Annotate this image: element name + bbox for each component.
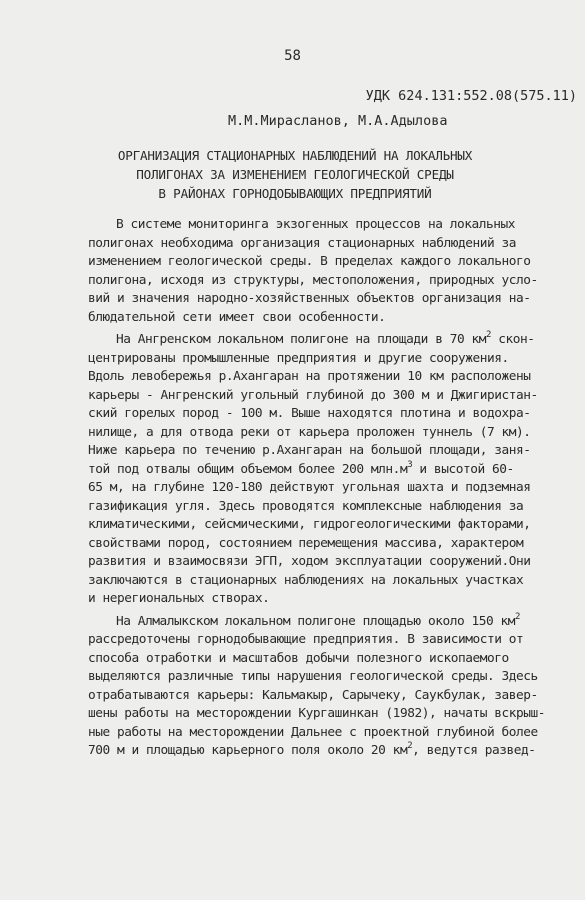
- authors: М.М.Мирасланов, М.А.Адылова: [228, 113, 448, 129]
- text-line: способа отработки и масштабов добычи полезного ископаемого: [88, 650, 509, 666]
- udk-classification: УДК 624.131:552.08(575.11): [365, 88, 577, 104]
- text-line: рассредоточены горнодобывающие предприятия. В зависимости от: [88, 632, 524, 647]
- text-line: блюдательной сети имеет свои особенности.: [88, 309, 386, 325]
- article-title: [40, 146, 550, 203]
- text-line: карьеры - Ангренский угольный глубиной до 300 м и Джигиристан-: [88, 387, 538, 403]
- text-line: заключаются в стационарных наблюдениях на локальных участках: [88, 572, 524, 588]
- text-line: полигона, исходя из структуры, местоположения, природных усло-: [88, 272, 538, 288]
- text-line: шены работы на месторождении Кургашинкан (1982), начаты вскрыш-: [88, 706, 546, 721]
- text-line: Ниже карьера по течению р.Ахангаран на большой площади, заня-: [88, 443, 531, 458]
- text-line: 65 м, на глубине 120-180 действуют угольная шахта и подземная: [88, 480, 531, 495]
- title-line: ОРГАНИЗАЦИЯ СТАЦИОНАРНЫХ НАБЛЮДЕНИЙ НА ЛОКАЛЬНЫХ: [117, 148, 473, 163]
- paragraph-3: [88, 613, 580, 761]
- text-line: центрированы промышленные предприятия и другие сооружения.: [88, 350, 509, 366]
- title-line: ПОЛИГОНАХ ЗА ИЗМЕНЕНИЕМ ГЕОЛОГИЧЕСКОЙ СРЕДЫ: [136, 167, 454, 182]
- text-line: В системе мониторинга экзогенных процессов на локальных: [116, 217, 515, 232]
- paragraph-2: [88, 331, 580, 609]
- title-line: В РАЙОНАХ ГОРНОДОБЫВАЮЩИХ ПРЕДПРИЯТИЙ: [158, 186, 432, 201]
- text-line: газификация угля. Здесь проводятся комплексные наблюдения за: [88, 498, 524, 514]
- text-line: отрабатываются карьеры: Кальмакыр, Сарычеку, Саукбулак, завер-: [88, 687, 538, 703]
- text-line: той под отвалы общим объемом более 200 $млн.м^3$ и высотой 60-: [88, 459, 514, 477]
- text-line: свойствами пород, состоянием перемещения массива, характером: [88, 535, 524, 551]
- text-line: вий и значения народно-хозяйственных объектов организация на-: [88, 291, 531, 306]
- text-line: ные работы на месторождении Дальнее с проектной глубиной более: [88, 724, 538, 740]
- page-number: 58: [284, 48, 301, 64]
- text-line: и нерегиональных створах.: [88, 591, 270, 606]
- text-line: выделяются различные типы нарушения геологической среды. Здесь: [88, 669, 538, 684]
- text-line: Вдоль левобережья р.Ахангаран на протяжении 10 км расположены: [88, 369, 531, 384]
- text-line: климатическими, сейсмическими, гидрогеологическими факторами,: [88, 517, 531, 532]
- text-line: ский горелых пород - 100 м. Выше находятся плотина и водохра-: [88, 406, 531, 421]
- text-line: развития и взаимосвязи ЭГП, ходом эксплуатации сооружений.Они: [88, 554, 531, 569]
- text-line: 700 м и площадью карьерного поля около 20 $км^2$, ведутся развед-: [88, 741, 536, 758]
- paragraph-1: [88, 216, 580, 327]
- text-line: нилище, а для отвода реки от карьера проложен туннель (7 км).: [88, 424, 531, 440]
- text-line: изменением геологической среды. В пределах каждого локального: [88, 254, 531, 269]
- text-line: На Алмалыкском локальном полигоне площадью около 150 $км^2$: [116, 611, 520, 629]
- article-body: [88, 216, 580, 761]
- text-line: На Ангренском локальном полигоне на площади в 70 $км^2$ скон-: [116, 330, 535, 347]
- text-line: полигонах необходима организация стационарных наблюдений за: [88, 235, 517, 251]
